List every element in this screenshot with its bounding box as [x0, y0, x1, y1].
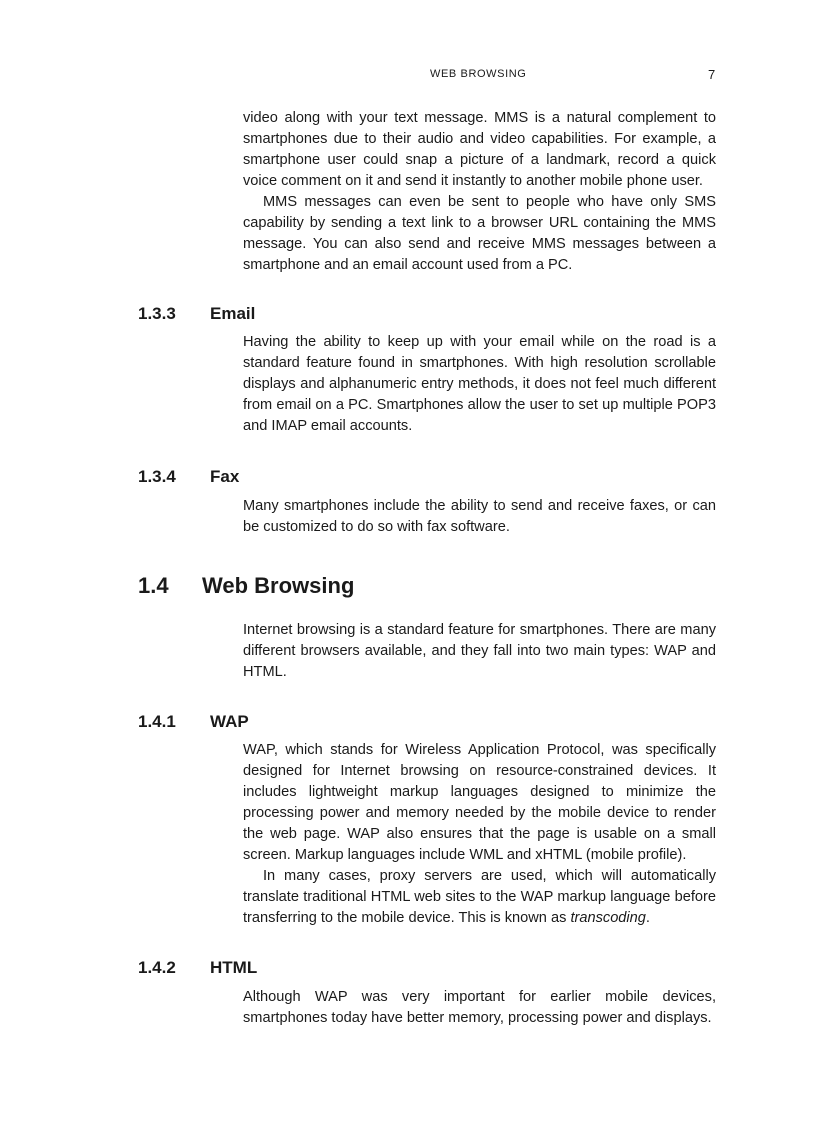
wap-paragraph-1: WAP, which stands for Wireless Application Protocol, was specifically designed for Internet browsing on resource-constrained devices. It includes lightweight markup languages designed to minimize the processing power and memory needed by the mobile device to render the web page. WAP also ensures that the page is usable on a small screen. Markup languages include WML and xHTML (mobile profile). — [243, 742, 716, 863]
heading-html-title: HTML — [210, 958, 258, 977]
heading-email-number: 1.3.3 — [138, 304, 176, 323]
wap-paragraph-2-term: transcoding — [570, 910, 646, 926]
heading-wap-title: WAP — [210, 712, 249, 731]
heading-html — [138, 956, 257, 980]
heading-wap — [138, 710, 249, 734]
heading-email-title: Email — [210, 304, 256, 323]
intro-block — [243, 108, 716, 276]
heading-wap-number: 1.4.1 — [138, 712, 176, 731]
fax-paragraph-1: Many smartphones include the ability to send and receive faxes, or can be customized to do so with fax software. — [243, 498, 716, 535]
heading-fax-title: Fax — [210, 467, 240, 486]
running-head-title: WEB BROWSING — [430, 68, 527, 80]
heading-web-browsing — [138, 572, 354, 600]
web-browsing-paragraph-1: Internet browsing is a standard feature for smartphones. There are many different browsers available, and they fall into two main types: WAP and HTML. — [243, 622, 716, 680]
heading-fax-number: 1.3.4 — [138, 467, 176, 486]
heading-fax — [138, 465, 239, 489]
page-number: 7 — [708, 67, 716, 82]
wap-block — [243, 740, 716, 929]
fax-block — [243, 496, 716, 538]
html-block — [243, 987, 716, 1029]
intro-paragraph-2: MMS messages can even be sent to people who have only SMS capability by sending a text link to a browser URL containing the MMS message. You can also send and receive MMS messages between a smartphone and an email account used from a PC. — [243, 194, 716, 273]
html-paragraph-1: Although WAP was very important for earlier mobile devices, smartphones today have better memory, processing power and displays. — [243, 989, 716, 1026]
heading-email — [138, 302, 255, 326]
email-block — [243, 332, 716, 437]
heading-html-number: 1.4.2 — [138, 958, 176, 977]
heading-web-browsing-title: Web Browsing — [202, 573, 355, 598]
web-browsing-block — [243, 620, 716, 683]
wap-paragraph-2 — [243, 866, 716, 929]
heading-web-browsing-number: 1.4 — [138, 573, 169, 598]
wap-paragraph-2-text: In many cases, proxy servers are used, which will automatically translate traditional HTML web sites to the WAP markup language before transferring to the mobile device. This is known as — [243, 868, 716, 926]
email-paragraph-1: Having the ability to keep up with your email while on the road is a standard feature found in smartphones. With high resolution scrollable displays and alphanumeric entry methods, it does not feel much different from email on a PC. Smartphones allow the user to set up multiple POP3 and IMAP email accounts. — [243, 334, 716, 434]
intro-paragraph-1: video along with your text message. MMS is a natural complement to smartphones due to their audio and video capabilities. For example, a smartphone user could snap a picture of a landmark, record a quick voice comment on it and send it instantly to another mobile phone user. — [243, 110, 716, 189]
wap-paragraph-2-end: . — [645, 910, 650, 926]
